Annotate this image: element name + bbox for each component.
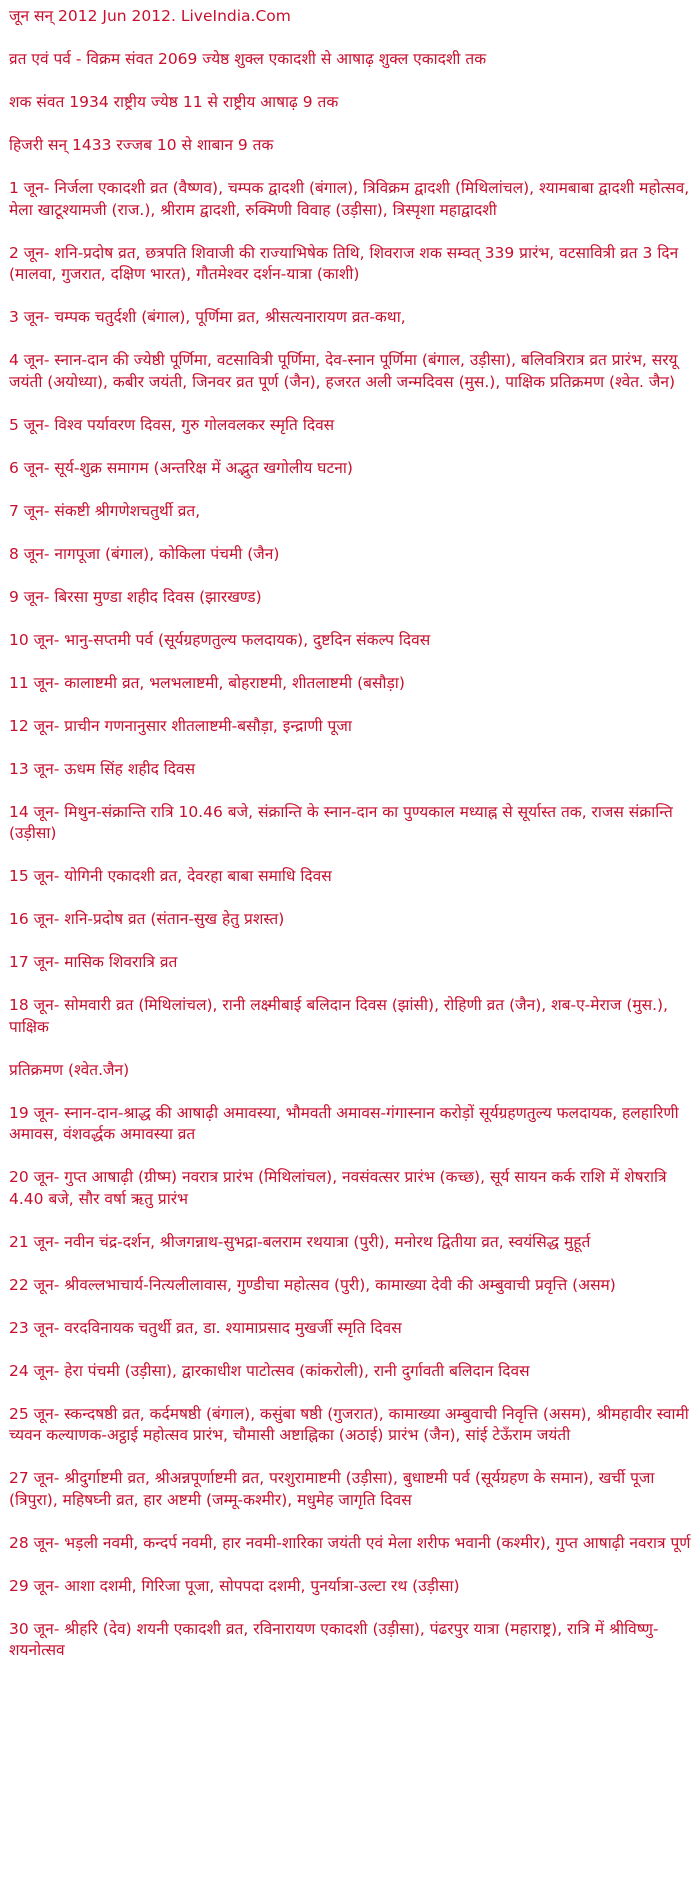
entry-june-29: 29 जून- आशा दशमी, गिरिजा पूजा, सोपपदा दशमी, पुनर्यात्रा-उल्टा रथ (उड़ीसा) xyxy=(9,1576,460,1595)
entry-june-23: 23 जून- वरदविनायक चतुर्थी व्रत, डा. श्यामाप्रसाद मुखर्जी स्मृति दिवस xyxy=(9,1318,402,1337)
entry-june-8: 8 जून- नागपूजा (बंगाल), कोकिला पंचमी (जैन) xyxy=(9,544,280,563)
entry-june-30: 30 जून- श्रीहरि (देव) शयनी एकादशी व्रत, रविनारायण एकादशी (उड़ीसा), पंढरपुर यात्रा (महाराष्ट्र), रात्रि में श्रीविष्णु-शयनोत्सव xyxy=(9,1619,659,1659)
document-title: जून सन् 2012 Jun 2012. LiveIndia.Com xyxy=(9,7,291,25)
entry-june-21: 21 जून- नवीन चंद्र-दर्शन, श्रीजगन्नाथ-सुभद्रा-बलराम रथयात्रा (पुरी), मनोरथ द्वितीया व्रत, स्वयंसिद्ध मुहूर्त xyxy=(9,1232,591,1251)
entry-june-4: 4 जून- स्नान-दान की ज्येष्ठी पूर्णिमा, वटसावित्री पूर्णिमा, देव-स्नान पूर्णिमा (बंगाल, उड़ीसा), बलिवत्रिरात्र व्रत प्रारंभ, सरयू जयंती (अयोध्या), कबीर जयंती, जिनवर व्रत पूर्ण (जैन), हजरत अली जन्मदिवस (मुस.), पाक्षिक प्रतिक्रमण (श्वेत. जैन) xyxy=(9,351,678,391)
entry-june-10: 10 जून- भानु-सप्तमी पर्व (सूर्यग्रहणतुल्य फलदायक), दुष्टदिन संकल्प दिवस xyxy=(9,630,431,649)
entry-june-11: 11 जून- कालाष्टमी व्रत, भलभलाष्टमी, बोहराष्टमी, शीतलाष्टमी (बसौड़ा) xyxy=(9,673,405,692)
entry-june-18: 18 जून- सोमवारी व्रत (मिथिलांचल), रानी लक्ष्मीबाई बलिदान दिवस (झांसी), रोहिणी व्रत (जैन), शब-ए-मेराज (मुस.), पाक्षिक xyxy=(9,996,669,1036)
entry-june-15: 15 जून- योगिनी एकादशी व्रत, देवरहा बाबा समाधि दिवस xyxy=(9,867,332,885)
entry-june-5: 5 जून- विश्व पर्यावरण दिवस, गुरु गोलवलकर स्मृति दिवस xyxy=(9,415,335,434)
entry-june-20: 20 जून- गुप्त आषाढ़ी (ग्रीष्म) नवरात्र प्रारंभ (मिथिलांचल), नवसंवत्सर प्रारंभ (कच्छ), सूर्य सायन कर्क राशि में शेषरात्रि 4.40 बजे, सौर वर्षा ऋतु प्रारंभ xyxy=(9,1168,667,1208)
entry-june-12: 12 जून- प्राचीन गणनानुसार शीतलाष्टमी-बसौड़ा, इन्द्राणी पूजा xyxy=(9,716,352,735)
intro-hijri: हिजरी सन् 1433 रज्जब 10 से शाबान 9 तक xyxy=(9,136,274,154)
entry-june-25: 25 जून- स्कन्दषष्ठी व्रत, कर्दमषष्ठी (बंगाल), कसुंबा षष्ठी (गुजरात), कामाख्या अम्बुवाची निवृत्ति (असम), श्रीमहावीर स्वामी च्यवन कल्याणक-अट्ठाई महोत्सव प्रारंभ, चौमासी अष्टाह्निका (अठाई) प्रारंभ (जैन), सांई टेऊँराम जयंती xyxy=(9,1404,689,1444)
entry-june-18-continued: प्रतिक्रमण (श्वेत.जैन) xyxy=(9,1060,130,1079)
entry-june-6: 6 जून- सूर्य-शुक्र समागम (अन्तरिक्ष में अद्भुत खगोलीय घटना) xyxy=(9,458,353,477)
intro-vikram-samvat: व्रत एवं पर्व - विक्रम संवत 2069 ज्येष्ठ शुक्ल एकादशी से आषाढ़ शुक्ल एकादशी तक xyxy=(9,50,487,68)
festival-calendar-document xyxy=(9,6,691,1683)
entry-june-3: 3 जून- चम्पक चतुर्दशी (बंगाल), पूर्णिमा व्रत, श्रीसत्यनारायण व्रत-कथा, xyxy=(9,308,406,326)
entry-june-27: 27 जून- श्रीदुर्गाष्टमी व्रत, श्रीअन्नपूर्णाष्टमी व्रत, परशुरामाष्टमी (उड़ीसा), बुधाष्टमी पर्व (सूर्यग्रहण के समान), खर्ची पूजा (त्रिपुरा), महिषघ्नी व्रत, हार अष्टमी (जम्मू-कश्मीर), मधुमेह जागृति दिवस xyxy=(9,1469,655,1509)
intro-shaka-samvat: शक संवत 1934 राष्ट्रीय ज्येष्ठ 11 से राष्ट्रीय आषाढ़ 9 तक xyxy=(9,93,339,111)
entry-june-14: 14 जून- मिथुन-संक्रान्ति रात्रि 10.46 बजे, संक्रान्ति के स्नान-दान का पुण्यकाल मध्याह्न से सूर्यास्त तक, राजस संक्रान्ति (उड़ीसा) xyxy=(9,802,673,842)
entry-june-19: 19 जून- स्नान-दान-श्राद्ध की आषाढ़ी अमावस्या, भौमवती अमावस-गंगास्नान करोड़ों सूर्यग्रहणतुल्य फलदायक, हलहारिणी अमावस, वंशवर्द्धक अमावस्या व्रत xyxy=(9,1103,679,1143)
entry-june-1: 1 जून- निर्जला एकादशी व्रत (वैष्णव), चम्पक द्वादशी (बंगाल), त्रिविक्रम द्वादशी (मिथिलांचल), श्यामबाबा द्वादशी महोत्सव, मेला खाटूश्यामजी (राज.), श्रीराम द्वादशी, रुक्मिणी विवाह (उड़ीसा), त्रिस्पृशा महाद्वादशी xyxy=(9,179,690,219)
entry-june-28: 28 जून- भड़ली नवमी, कन्दर्प नवमी, हार नवमी-शारिका जयंती एवं मेला शरीफ भवानी (कश्मीर), गुप्त आषाढ़ी नवरात्र पूर्ण xyxy=(9,1533,691,1552)
entry-june-9: 9 जून- बिरसा मुण्डा शहीद दिवस (झारखण्ड) xyxy=(9,587,262,606)
entry-june-2: 2 जून- शनि-प्रदोष व्रत, छत्रपति शिवाजी की राज्याभिषेक तिथि, शिवराज शक सम्वत् 339 प्रारंभ, वटसावित्री व्रत 3 दिन (मालवा, गुजरात, दक्षिण भारत), गौतमेश्वर दर्शन-यात्रा (काशी) xyxy=(9,243,679,283)
entry-june-13: 13 जून- ऊधम सिंह शहीद दिवस xyxy=(9,759,196,778)
entry-june-16: 16 जून- शनि-प्रदोष व्रत (संतान-सुख हेतु प्रशस्त) xyxy=(9,910,285,928)
entry-june-17: 17 जून- मासिक शिवरात्रि व्रत xyxy=(9,953,178,971)
entry-june-22: 22 जून- श्रीवल्लभाचार्य-नित्यलीलावास, गुण्डीचा महोत्सव (पुरी), कामाख्या देवी की अम्बुवाची प्रवृत्ति (असम) xyxy=(9,1275,616,1294)
entry-june-24: 24 जून- हेरा पंचमी (उड़ीसा), द्वारकाधीश पाटोत्सव (कांकरोली), रानी दुर्गावती बलिदान दिवस xyxy=(9,1361,530,1380)
entry-june-7: 7 जून- संकष्टी श्रीगणेशचतुर्थी व्रत, xyxy=(9,501,201,520)
